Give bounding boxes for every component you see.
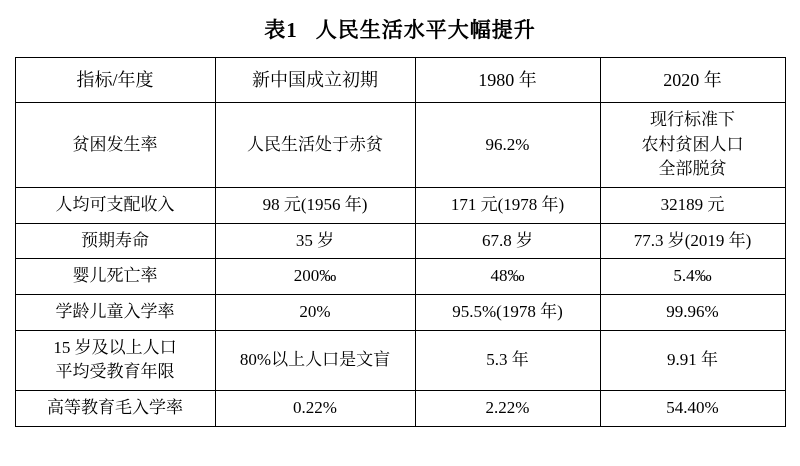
row-indicator: 人均可支配收入 bbox=[15, 188, 215, 224]
cell-line: 15 岁及以上人口 bbox=[53, 337, 177, 357]
row-indicator: 婴儿死亡率 bbox=[15, 259, 215, 295]
column-header-1980: 1980 年 bbox=[415, 58, 600, 103]
row-value-2020: 9.91 年 bbox=[600, 330, 785, 390]
row-value-2020: 99.96% bbox=[600, 294, 785, 330]
table-title-number: 1 bbox=[286, 18, 298, 42]
row-value-2020: 54.40% bbox=[600, 390, 785, 426]
row-indicator bbox=[15, 330, 215, 390]
table-row bbox=[15, 330, 785, 390]
row-value-early: 200‰ bbox=[215, 259, 415, 295]
table-row bbox=[15, 294, 785, 330]
row-value-1980: 48‰ bbox=[415, 259, 600, 295]
table-row bbox=[15, 223, 785, 259]
row-indicator: 预期寿命 bbox=[15, 223, 215, 259]
table-row bbox=[15, 188, 785, 224]
row-value-1980: 5.3 年 bbox=[415, 330, 600, 390]
table-title bbox=[0, 0, 800, 57]
row-value-early: 20% bbox=[215, 294, 415, 330]
table-row bbox=[15, 259, 785, 295]
table-title-text: 人民生活水平大幅提升 bbox=[315, 19, 536, 42]
row-value-2020: 5.4‰ bbox=[600, 259, 785, 295]
row-value-early: 0.22% bbox=[215, 390, 415, 426]
row-value-2020: 32189 元 bbox=[600, 188, 785, 224]
row-value-1980: 96.2% bbox=[415, 103, 600, 188]
table-row bbox=[15, 103, 785, 188]
row-value-early: 35 岁 bbox=[215, 223, 415, 259]
cell-line: 农村贫困人口 bbox=[641, 134, 744, 154]
row-indicator: 贫困发生率 bbox=[15, 103, 215, 188]
row-value-1980: 67.8 岁 bbox=[415, 223, 600, 259]
row-value-2020 bbox=[600, 103, 785, 188]
column-header-early: 新中国成立初期 bbox=[215, 58, 415, 103]
cell-line: 全部脱贫 bbox=[658, 159, 727, 179]
row-indicator: 高等教育毛入学率 bbox=[15, 390, 215, 426]
table-row bbox=[15, 390, 785, 426]
row-value-1980: 2.22% bbox=[415, 390, 600, 426]
column-header-indicator: 指标/年度 bbox=[15, 58, 215, 103]
row-value-early: 98 元(1956 年) bbox=[215, 188, 415, 224]
column-header-2020: 2020 年 bbox=[600, 58, 785, 103]
row-indicator: 学龄儿童入学率 bbox=[15, 294, 215, 330]
cell-line: 现行标准下 bbox=[650, 110, 735, 130]
table-title-label: 表 bbox=[264, 19, 287, 42]
table-header-row bbox=[15, 58, 785, 103]
row-value-1980: 95.5%(1978 年) bbox=[415, 294, 600, 330]
living-standards-table bbox=[15, 57, 786, 427]
cell-line: 平均受教育年限 bbox=[55, 362, 175, 382]
row-value-early: 人民生活处于赤贫 bbox=[215, 103, 415, 188]
row-value-early: 80%以上人口是文盲 bbox=[215, 330, 415, 390]
row-value-1980: 171 元(1978 年) bbox=[415, 188, 600, 224]
row-value-2020: 77.3 岁(2019 年) bbox=[600, 223, 785, 259]
